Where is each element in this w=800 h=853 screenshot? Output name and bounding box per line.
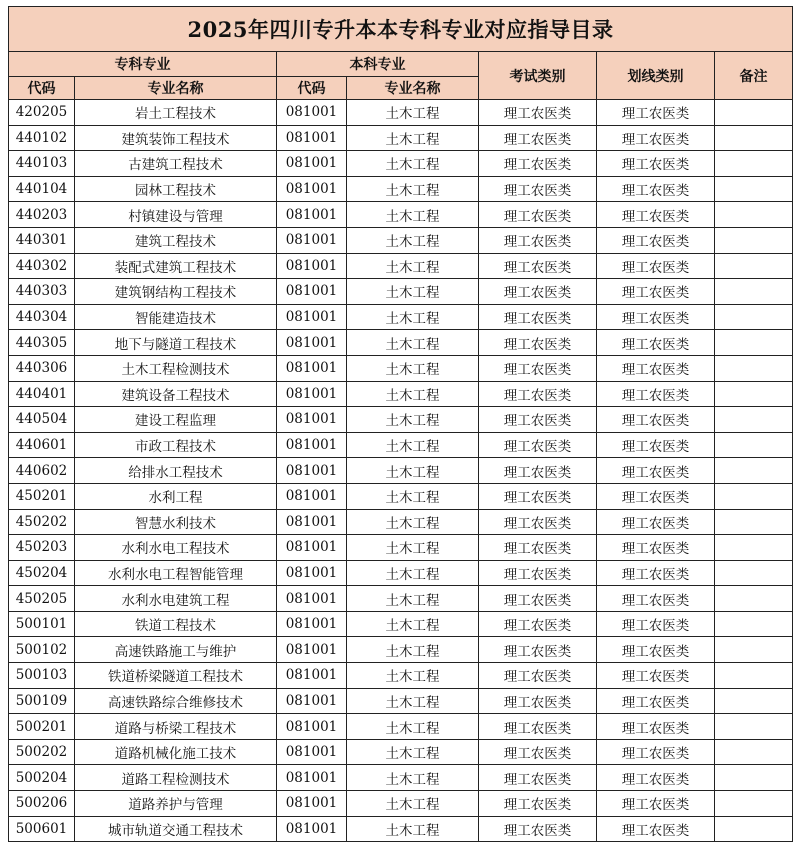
line-category-cell: 理工农医类 [597,279,715,305]
exam-category-cell: 理工农医类 [479,714,597,740]
benke-name-cell: 土木工程 [347,227,479,253]
benke-name-cell: 土木工程 [347,714,479,740]
zhuanke-code-cell: 440103 [9,151,75,177]
zhuanke-code-cell: 500204 [9,765,75,791]
line-category-cell: 理工农医类 [597,330,715,356]
table-row [9,458,793,484]
zhuanke-name-cell: 建设工程监理 [75,407,277,433]
zhuanke-code-cell: 440303 [9,279,75,305]
exam-category-cell: 理工农医类 [479,611,597,637]
line-category-cell: 理工农医类 [597,304,715,330]
remark-cell [715,586,793,612]
table-row [9,381,793,407]
exam-category-cell: 理工农医类 [479,279,597,305]
line-category-header: 划线类别 [597,52,715,100]
remark-cell [715,483,793,509]
line-category-cell: 理工农医类 [597,407,715,433]
benke-name-cell: 土木工程 [347,279,479,305]
benke-code-cell: 081001 [277,586,347,612]
remark-cell [715,355,793,381]
line-category-cell: 理工农医类 [597,714,715,740]
benke-name-cell: 土木工程 [347,560,479,586]
exam-category-cell: 理工农医类 [479,330,597,356]
zhuanke-code-header: 代码 [9,77,75,100]
zhuanke-code-cell: 500103 [9,663,75,689]
benke-code-cell: 081001 [277,227,347,253]
zhuanke-code-cell: 440102 [9,125,75,151]
line-category-cell: 理工农医类 [597,509,715,535]
table-row [9,227,793,253]
zhuanke-name-cell: 道路工程检测技术 [75,765,277,791]
benke-name-cell: 土木工程 [347,304,479,330]
exam-category-cell: 理工农医类 [479,355,597,381]
zhuanke-code-cell: 500101 [9,611,75,637]
table-row [9,765,793,791]
benke-code-cell: 081001 [277,176,347,202]
zhuanke-code-cell: 450201 [9,483,75,509]
zhuanke-code-cell: 500202 [9,739,75,765]
benke-name-cell: 土木工程 [347,816,479,842]
table-row [9,535,793,561]
benke-code-cell: 081001 [277,560,347,586]
zhuanke-code-cell: 440305 [9,330,75,356]
zhuanke-code-cell: 450203 [9,535,75,561]
exam-category-cell: 理工农医类 [479,688,597,714]
line-category-cell: 理工农医类 [597,765,715,791]
benke-name-cell: 土木工程 [347,253,479,279]
line-category-cell: 理工农医类 [597,816,715,842]
table-row [9,355,793,381]
table-row [9,509,793,535]
exam-category-header: 考试类别 [479,52,597,100]
benke-code-cell: 081001 [277,100,347,126]
exam-category-cell: 理工农医类 [479,560,597,586]
line-category-cell: 理工农医类 [597,739,715,765]
table-row [9,304,793,330]
benke-code-cell: 081001 [277,688,347,714]
remark-cell [715,176,793,202]
benke-name-cell: 土木工程 [347,355,479,381]
remark-header: 备注 [715,52,793,100]
zhuanke-name-cell: 道路与桥梁工程技术 [75,714,277,740]
zhuanke-name-cell: 铁道桥梁隧道工程技术 [75,663,277,689]
zhuanke-name-cell: 村镇建设与管理 [75,202,277,228]
exam-category-cell: 理工农医类 [479,381,597,407]
benke-code-cell: 081001 [277,714,347,740]
exam-category-cell: 理工农医类 [479,791,597,817]
exam-category-cell: 理工农医类 [479,176,597,202]
remark-cell [715,637,793,663]
benke-name-header: 专业名称 [347,77,479,100]
remark-cell [715,663,793,689]
exam-category-cell: 理工农医类 [479,535,597,561]
benke-name-cell: 土木工程 [347,483,479,509]
zhuanke-code-cell: 440301 [9,227,75,253]
table-row [9,688,793,714]
exam-category-cell: 理工农医类 [479,407,597,433]
exam-category-cell: 理工农医类 [479,125,597,151]
zhuanke-name-cell: 高速铁路综合维修技术 [75,688,277,714]
zhuanke-name-cell: 古建筑工程技术 [75,151,277,177]
benke-code-cell: 081001 [277,304,347,330]
remark-cell [715,560,793,586]
line-category-cell: 理工农医类 [597,535,715,561]
benke-code-cell: 081001 [277,432,347,458]
benke-name-cell: 土木工程 [347,407,479,433]
zhuanke-name-cell: 铁道工程技术 [75,611,277,637]
benke-name-cell: 土木工程 [347,330,479,356]
zhuanke-name-cell: 道路机械化施工技术 [75,739,277,765]
zhuanke-code-cell: 420205 [9,100,75,126]
exam-category-cell: 理工农医类 [479,458,597,484]
benke-name-cell: 土木工程 [347,125,479,151]
line-category-cell: 理工农医类 [597,227,715,253]
table-title: 2025年四川专升本本专科专业对应指导目录 [9,7,793,52]
zhuanke-code-cell: 450204 [9,560,75,586]
zhuanke-name-cell: 市政工程技术 [75,432,277,458]
table-row [9,739,793,765]
exam-category-cell: 理工农医类 [479,304,597,330]
zhuanke-name-cell: 地下与隧道工程技术 [75,330,277,356]
table-row [9,560,793,586]
zhuanke-code-cell: 500102 [9,637,75,663]
zhuanke-name-cell: 智慧水利技术 [75,509,277,535]
benke-name-cell: 土木工程 [347,432,479,458]
exam-category-cell: 理工农医类 [479,432,597,458]
benke-name-cell: 土木工程 [347,791,479,817]
exam-category-cell: 理工农医类 [479,483,597,509]
line-category-cell: 理工农医类 [597,688,715,714]
benke-code-cell: 081001 [277,791,347,817]
line-category-cell: 理工农医类 [597,611,715,637]
table-row [9,483,793,509]
zhuanke-name-cell: 水利工程 [75,483,277,509]
remark-cell [715,407,793,433]
zhuanke-name-cell: 建筑设备工程技术 [75,381,277,407]
benke-code-cell: 081001 [277,663,347,689]
benke-code-cell: 081001 [277,125,347,151]
table-row [9,125,793,151]
remark-cell [715,227,793,253]
benke-code-cell: 081001 [277,407,347,433]
benke-code-cell: 081001 [277,202,347,228]
exam-category-cell: 理工农医类 [479,816,597,842]
benke-code-cell: 081001 [277,483,347,509]
zhuanke-code-cell: 440306 [9,355,75,381]
remark-cell [715,151,793,177]
table-row [9,330,793,356]
zhuanke-code-cell: 500206 [9,791,75,817]
exam-category-cell: 理工农医类 [479,202,597,228]
zhuanke-name-cell: 土木工程检测技术 [75,355,277,381]
remark-cell [715,765,793,791]
zhuanke-name-cell: 建筑装饰工程技术 [75,125,277,151]
remark-cell [715,253,793,279]
remark-cell [715,816,793,842]
benke-code-cell: 081001 [277,739,347,765]
benke-name-cell: 土木工程 [347,151,479,177]
line-category-cell: 理工农医类 [597,176,715,202]
table-row [9,100,793,126]
zhuanke-code-cell: 500601 [9,816,75,842]
benke-code-cell: 081001 [277,458,347,484]
benke-code-cell: 081001 [277,765,347,791]
zhuanke-code-cell: 440304 [9,304,75,330]
exam-category-cell: 理工农医类 [479,151,597,177]
zhuanke-name-cell: 水利水电建筑工程 [75,586,277,612]
zhuanke-code-cell: 440504 [9,407,75,433]
zhuanke-code-cell: 440401 [9,381,75,407]
table-row [9,151,793,177]
benke-name-cell: 土木工程 [347,509,479,535]
line-category-cell: 理工农医类 [597,381,715,407]
major-mapping-table [8,6,793,842]
zhuanke-name-cell: 建筑钢结构工程技术 [75,279,277,305]
zhuanke-name-cell: 城市轨道交通工程技术 [75,816,277,842]
line-category-cell: 理工农医类 [597,483,715,509]
line-category-cell: 理工农医类 [597,586,715,612]
line-category-cell: 理工农医类 [597,355,715,381]
table-row [9,176,793,202]
benke-code-cell: 081001 [277,637,347,663]
remark-cell [715,688,793,714]
exam-category-cell: 理工农医类 [479,739,597,765]
benke-code-cell: 081001 [277,509,347,535]
line-category-cell: 理工农医类 [597,202,715,228]
remark-cell [715,739,793,765]
zhuanke-code-cell: 440302 [9,253,75,279]
table-row [9,816,793,842]
benke-name-cell: 土木工程 [347,739,479,765]
remark-cell [715,202,793,228]
benke-name-cell: 土木工程 [347,176,479,202]
line-category-cell: 理工农医类 [597,253,715,279]
exam-category-cell: 理工农医类 [479,765,597,791]
benke-name-cell: 土木工程 [347,611,479,637]
line-category-cell: 理工农医类 [597,100,715,126]
line-category-cell: 理工农医类 [597,637,715,663]
benke-code-cell: 081001 [277,816,347,842]
line-category-cell: 理工农医类 [597,151,715,177]
line-category-cell: 理工农医类 [597,663,715,689]
remark-cell [715,304,793,330]
benke-name-cell: 土木工程 [347,535,479,561]
exam-category-cell: 理工农医类 [479,100,597,126]
benke-name-cell: 土木工程 [347,381,479,407]
table-row [9,663,793,689]
table-row [9,637,793,663]
zhuanke-name-cell: 装配式建筑工程技术 [75,253,277,279]
line-category-cell: 理工农医类 [597,458,715,484]
benke-code-cell: 081001 [277,151,347,177]
benke-code-cell: 081001 [277,330,347,356]
exam-category-cell: 理工农医类 [479,253,597,279]
remark-cell [715,432,793,458]
zhuanke-name-cell: 水利水电工程智能管理 [75,560,277,586]
remark-cell [715,381,793,407]
exam-category-cell: 理工农医类 [479,227,597,253]
exam-category-cell: 理工农医类 [479,663,597,689]
table-row [9,611,793,637]
zhuanke-code-cell: 500201 [9,714,75,740]
benke-code-cell: 081001 [277,253,347,279]
benke-name-cell: 土木工程 [347,688,479,714]
zhuanke-name-cell: 园林工程技术 [75,176,277,202]
table-row [9,791,793,817]
benke-name-cell: 土木工程 [347,663,479,689]
remark-cell [715,509,793,535]
exam-category-cell: 理工农医类 [479,637,597,663]
line-category-cell: 理工农医类 [597,560,715,586]
table-row [9,714,793,740]
line-category-cell: 理工农医类 [597,432,715,458]
zhuanke-code-cell: 450205 [9,586,75,612]
remark-cell [715,791,793,817]
table-row [9,253,793,279]
remark-cell [715,279,793,305]
exam-category-cell: 理工农医类 [479,586,597,612]
zhuanke-name-cell: 岩土工程技术 [75,100,277,126]
remark-cell [715,100,793,126]
benke-code-cell: 081001 [277,535,347,561]
remark-cell [715,714,793,740]
table-row [9,432,793,458]
remark-cell [715,330,793,356]
benke-code-header: 代码 [277,77,347,100]
benke-code-cell: 081001 [277,355,347,381]
benke-code-cell: 081001 [277,381,347,407]
benke-group-header: 本科专业 [277,52,479,77]
zhuanke-code-cell: 440602 [9,458,75,484]
zhuanke-code-cell: 440104 [9,176,75,202]
line-category-cell: 理工农医类 [597,125,715,151]
zhuanke-name-cell: 智能建造技术 [75,304,277,330]
zhuanke-code-cell: 440601 [9,432,75,458]
table-row [9,407,793,433]
benke-code-cell: 081001 [277,611,347,637]
zhuanke-code-cell: 450202 [9,509,75,535]
zhuanke-group-header: 专科专业 [9,52,277,77]
benke-name-cell: 土木工程 [347,202,479,228]
benke-name-cell: 土木工程 [347,586,479,612]
exam-category-cell: 理工农医类 [479,509,597,535]
benke-name-cell: 土木工程 [347,100,479,126]
benke-code-cell: 081001 [277,279,347,305]
zhuanke-name-cell: 给排水工程技术 [75,458,277,484]
zhuanke-name-cell: 建筑工程技术 [75,227,277,253]
table-body [9,100,793,842]
zhuanke-name-header: 专业名称 [75,77,277,100]
table-row [9,586,793,612]
benke-name-cell: 土木工程 [347,637,479,663]
zhuanke-name-cell: 水利水电工程技术 [75,535,277,561]
table-row [9,202,793,228]
zhuanke-name-cell: 高速铁路施工与维护 [75,637,277,663]
line-category-cell: 理工农医类 [597,791,715,817]
remark-cell [715,125,793,151]
remark-cell [715,611,793,637]
zhuanke-code-cell: 440203 [9,202,75,228]
remark-cell [715,535,793,561]
benke-name-cell: 土木工程 [347,458,479,484]
table-row [9,279,793,305]
remark-cell [715,458,793,484]
benke-name-cell: 土木工程 [347,765,479,791]
zhuanke-name-cell: 道路养护与管理 [75,791,277,817]
zhuanke-code-cell: 500109 [9,688,75,714]
